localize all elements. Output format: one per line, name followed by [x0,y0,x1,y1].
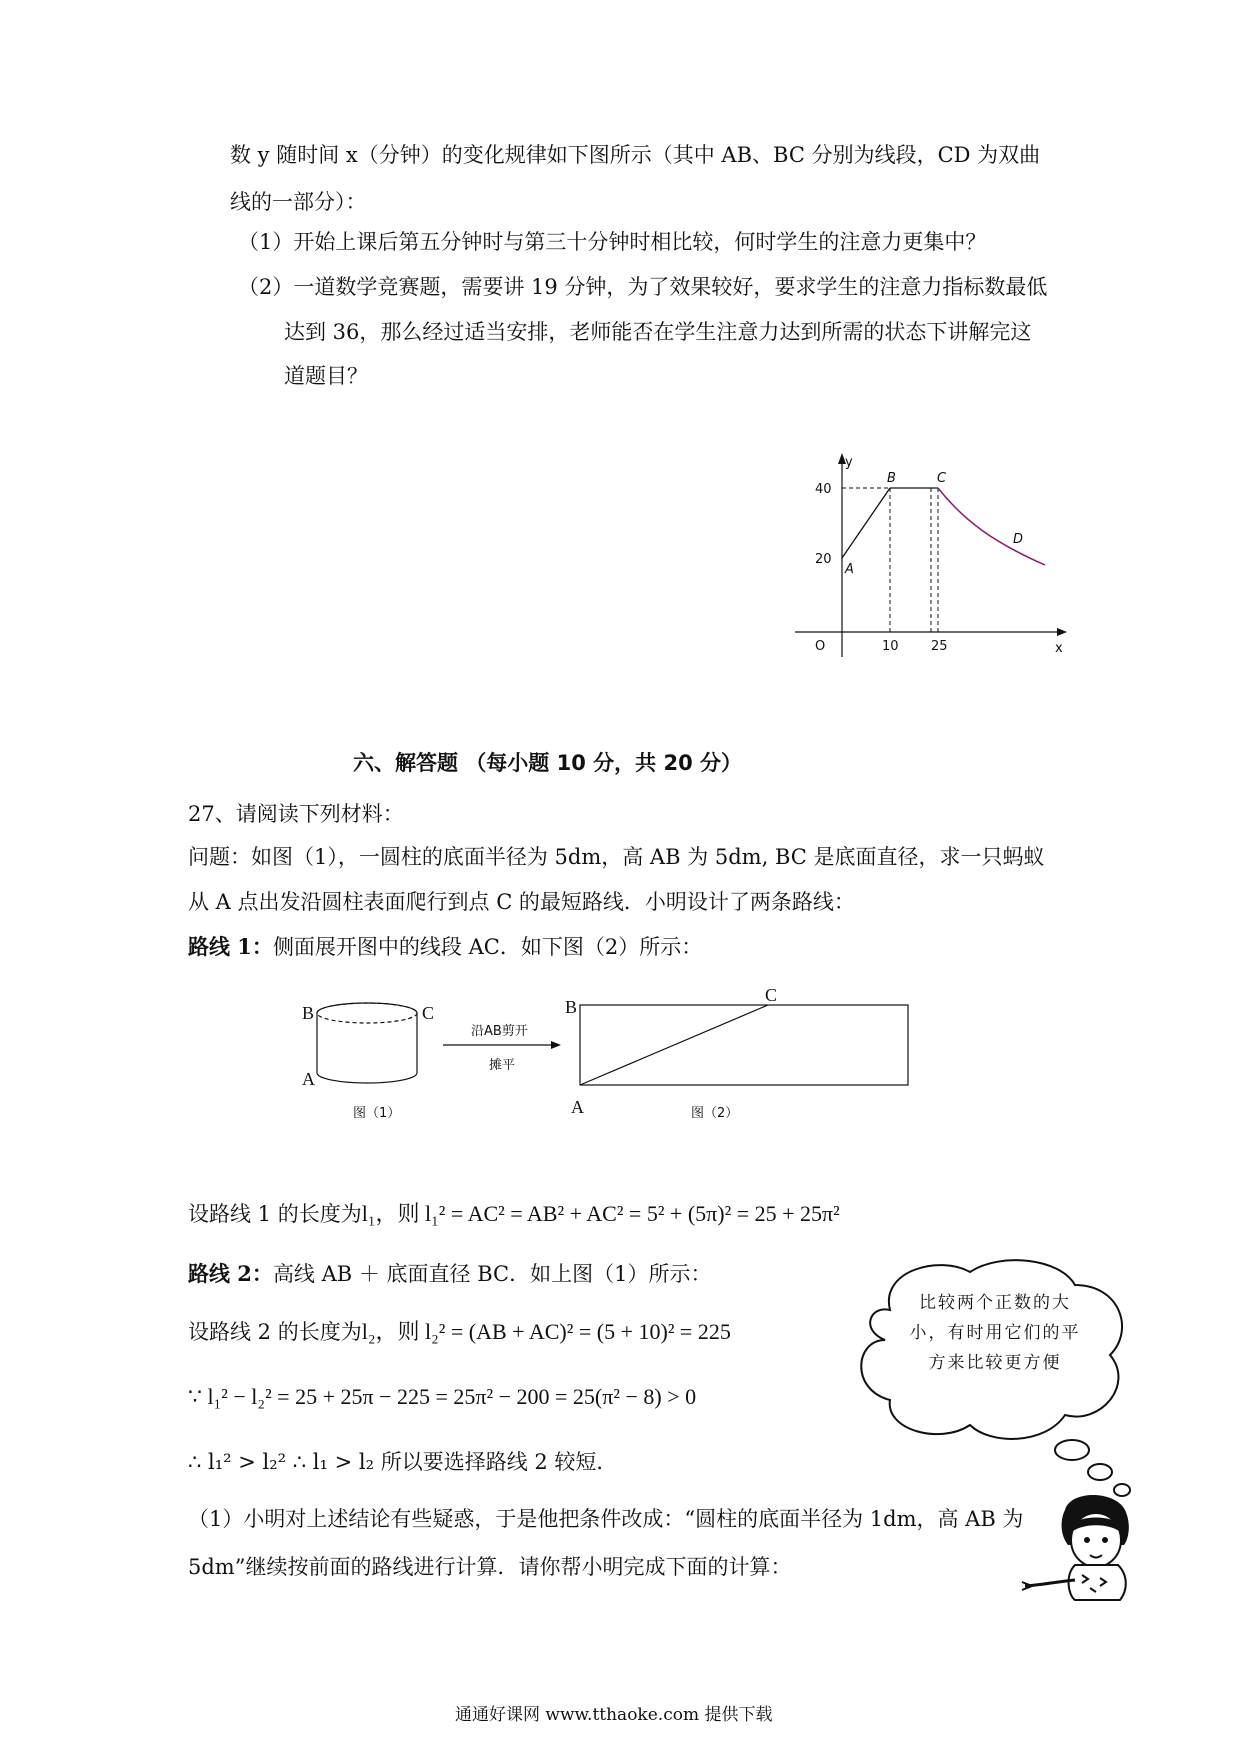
rect-label-c: C [765,985,778,1005]
x-tick-25: 25 [931,639,948,654]
question-2-line-1: （2）一道数学竞赛题，需要讲 19 分钟，为了效果较好，要求学生的注意力指标数最低 [238,275,1048,299]
problem-text-line-1: 数 y 随时间 x（分钟）的变化规律如下图所示（其中 AB、BC 分别为线段，CD 为双曲 [230,143,1041,167]
problem-text-line-2: 线的一部分）： [230,190,367,214]
point-label-c: C [937,471,947,486]
route-2-label: 路线 2： [188,1261,273,1286]
route-2-calc-prefix: 设路线 2 的长度为 [188,1320,362,1344]
comparison-formula: ∵ l₁² − l₂² = 25 + 25π − 225 = 25π² − 200 = 25(π² − 8) > 0 [188,1384,697,1409]
x-axis-label: x [1055,641,1063,656]
question-2-line-2: 达到 36，那么经过适当安排，老师能否在学生注意力达到所需的状态下讲解完这 [284,320,1032,344]
question-1: （1）开始上课后第五分钟时与第三十分钟时相比较，何时学生的注意力更集中？ [238,230,987,254]
sub-question-1-line-1: （1）小明对上述结论有些疑惑，于是他把条件改成：“圆柱的底面半径为 1dm，高 AB 为 [188,1507,1024,1531]
thought-bubble-line-1: 比较两个正数的大 [919,1293,1071,1313]
y-tick-20: 20 [815,552,832,567]
problem-27-intro: 27、请阅读下列材料： [188,802,404,826]
sub-question-1-line-2: 5dm”继续按前面的路线进行计算．请你帮小明完成下面的计算： [188,1555,792,1579]
cylinder-figure [295,985,935,1135]
x-tick-10: 10 [882,639,899,654]
problem-27-question-line-2: 从 A 点出发沿圆柱表面爬行到点 C 的最短路线．小明设计了两条路线： [188,890,855,914]
arrow-text-cut: 沿AB剪开 [471,1024,528,1039]
route-2 [188,1260,712,1288]
route-1-calc-prefix: 设路线 1 的长度为 [188,1202,362,1226]
thought-bubble-line-3: 方来比较更方便 [928,1353,1062,1373]
section-title: 六、解答题 （每小题 10 分，共 20 分） [353,751,743,775]
conclusion-line: ∴ l₁² > l₂² ∴ l₁ > l₂ 所以要选择路线 2 较短． [188,1450,618,1474]
route-2-calc [188,1318,731,1346]
thought-bubble-text [895,1288,1095,1378]
point-label-b: B [887,471,896,486]
point-label-a: A [845,562,854,577]
caption-figure-2: 图（2） [691,1106,739,1121]
route-1-formula: l₁，则 l₁² = AC² = AB² + AC² = 5² + (5π)² = 25 + 25π² [361,1201,840,1226]
y-axis-label: y [845,455,853,470]
cartoon-boy-illustration [1020,1490,1160,1600]
route-2-formula: l₂，则 l₂² = (AB + AC)² = (5 + 10)² = 225 [361,1319,731,1344]
question-2-line-3: 道题目？ [284,364,368,388]
hyperbola-curve [938,488,1045,565]
caption-figure-1: 图（1） [353,1106,401,1121]
attention-graph [795,450,1075,660]
rect-label-b: B [565,997,578,1017]
route-2-text: 高线 AB ＋ 底面直径 BC．如上图（1）所示： [272,1262,712,1286]
origin-label: O [815,639,826,654]
point-label-d: D [1013,532,1024,547]
arrow-text-flatten: 摊平 [489,1058,516,1073]
rect-label-a: A [571,1097,584,1117]
route-1-calc [188,1200,840,1228]
thought-bubble-line-2: 小，有时用它们的平 [909,1323,1081,1343]
y-tick-40: 40 [815,482,832,497]
route-1-text: 侧面展开图中的线段 AC．如下图（2）所示： [272,935,703,959]
cylinder-label-a: A [302,1069,315,1089]
route-1 [188,933,702,961]
cylinder-label-b: B [302,1003,315,1023]
cylinder-label-c: C [422,1003,435,1023]
problem-27-question-line-1: 问题：如图（1），一圆柱的底面半径为 5dm，高 AB 为 5dm, BC 是底面直径，求一只蚂蚁 [188,845,1045,869]
route-1-label: 路线 1： [188,934,273,959]
footer-text: 通通好课网 www.tthaoke.com 提供下载 [455,1705,773,1725]
